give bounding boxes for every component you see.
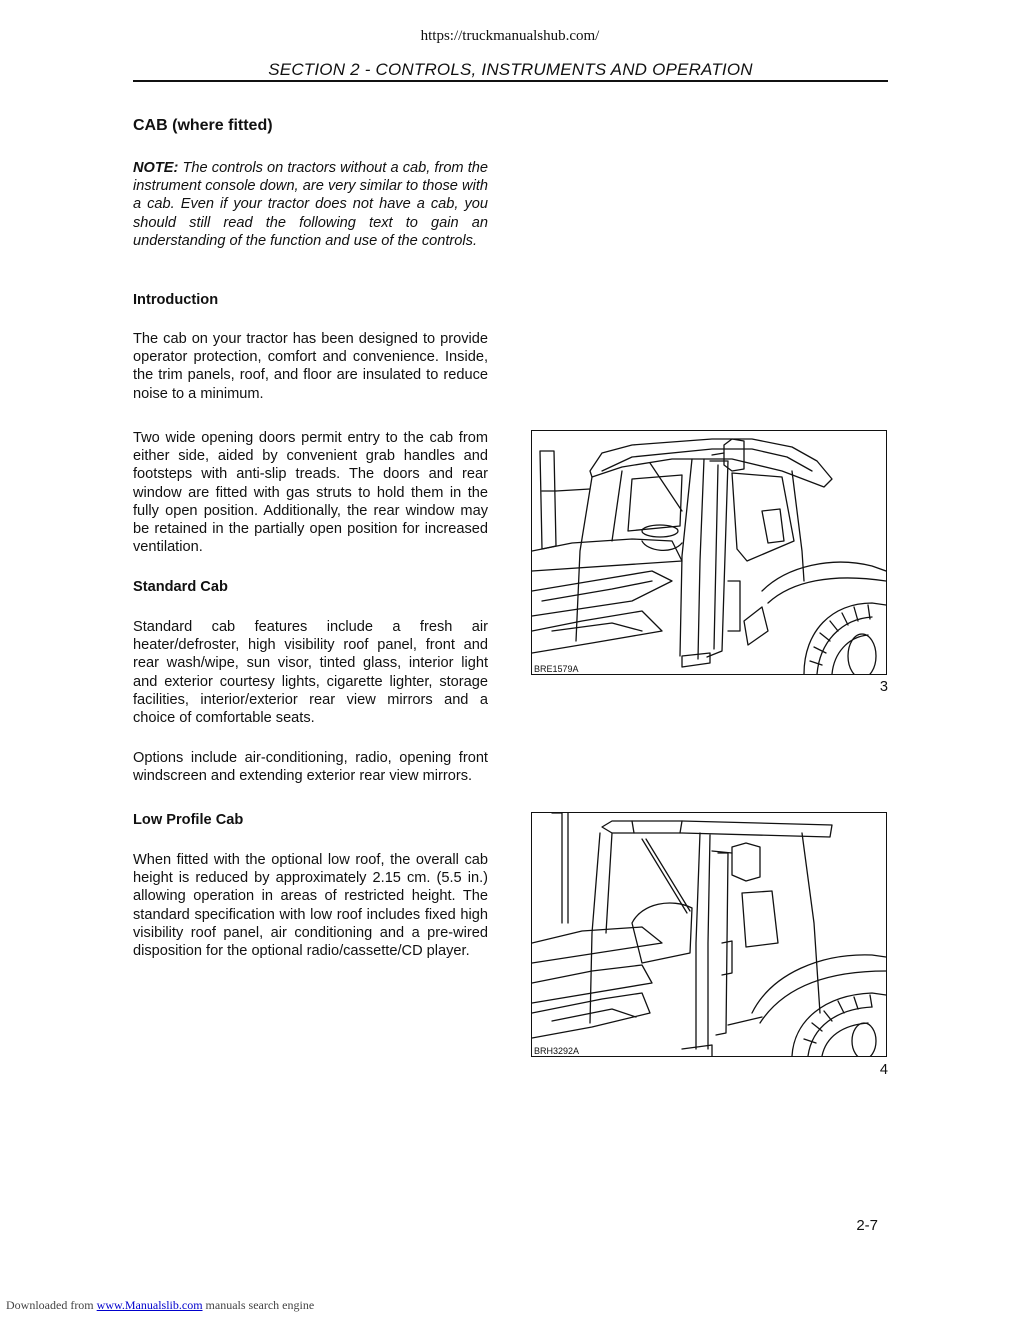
figure-4-number: 4 (879, 1062, 888, 1078)
footer-prefix: Downloaded from (6, 1298, 97, 1312)
introduction-paragraph-1 (133, 330, 488, 403)
footer-suffix: manuals search engine (202, 1298, 315, 1312)
figure-3-standard-cab (531, 430, 887, 675)
standard-cab-paragraph-1 (133, 618, 488, 727)
introduction-text-2: Two wide opening doors permit entry to the cab from either side, aided by convenient grab handles and footsteps with anti-slip treads. The doors and rear window are fitted with gas struts to hold them in the fully open position. Additionally, the rear window may be retained in the partially open position for increased ventilation. (133, 430, 488, 556)
figure-4-low-profile-cab (531, 812, 887, 1057)
introduction-heading: Introduction (133, 292, 219, 308)
standard-cab-illustration (532, 431, 886, 674)
page-heading: CAB (where fitted) (133, 117, 273, 134)
figure-3-number: 3 (879, 679, 888, 695)
figure-3-code: BRE1579A (534, 664, 579, 674)
low-profile-cab-paragraph (133, 851, 488, 960)
download-footer (6, 1298, 314, 1313)
note-paragraph (133, 159, 488, 250)
standard-cab-heading: Standard Cab (133, 579, 228, 595)
section-title: SECTION 2 - CONTROLS, INSTRUMENTS AND OPERATION (268, 60, 753, 79)
introduction-text-1: The cab on your tractor has been designed to provide operator protection, comfort and convenience. Inside, the trim panels, roof, and floor are insulated to reduce noise to a minimum. (133, 331, 488, 402)
low-profile-cab-illustration (532, 813, 886, 1056)
low-profile-cab-text: When fitted with the optional low roof, the overall cab height is reduced by approximately 2.15 cm. (5.5 in.) allowing operation in areas of restricted height. The standard specification with low roof includes fixed high visibility roof panel, air conditioning and a pre-wired disposition for the optional radio/cassette/CD player. (133, 852, 488, 960)
standard-cab-text-1: Standard cab features include a fresh air heater/defroster, high visibility roof panel, front and rear wash/wipe, sun visor, tinted glass, interior light and exterior courtesy lights, cigarette lighter, storage facilities, interior/exterior rear view mirrors and a choice of comfortable seats. (133, 619, 488, 727)
standard-cab-text-2: Options include air-conditioning, radio, opening front windscreen and extending exterior rear view mirrors. (133, 750, 488, 785)
header-rule (133, 80, 888, 82)
source-url: https://truckmanualshub.com/ (420, 28, 600, 44)
figure-4-code: BRH3292A (534, 1046, 580, 1056)
note-label: NOTE: (133, 160, 179, 176)
note-text: The controls on tractors without a cab, from the instrument console down, are very similar to those with a cab. Even if your tractor does not have a cab, you should still read the following text to gain an understanding of the function and use of the controls. (133, 160, 488, 249)
introduction-paragraph-2 (133, 429, 488, 556)
low-profile-cab-heading: Low Profile Cab (133, 812, 244, 828)
page-number: 2-7 (856, 1217, 878, 1234)
manualslib-link[interactable]: www.Manualslib.com (96, 1298, 203, 1312)
standard-cab-paragraph-2 (133, 749, 488, 785)
